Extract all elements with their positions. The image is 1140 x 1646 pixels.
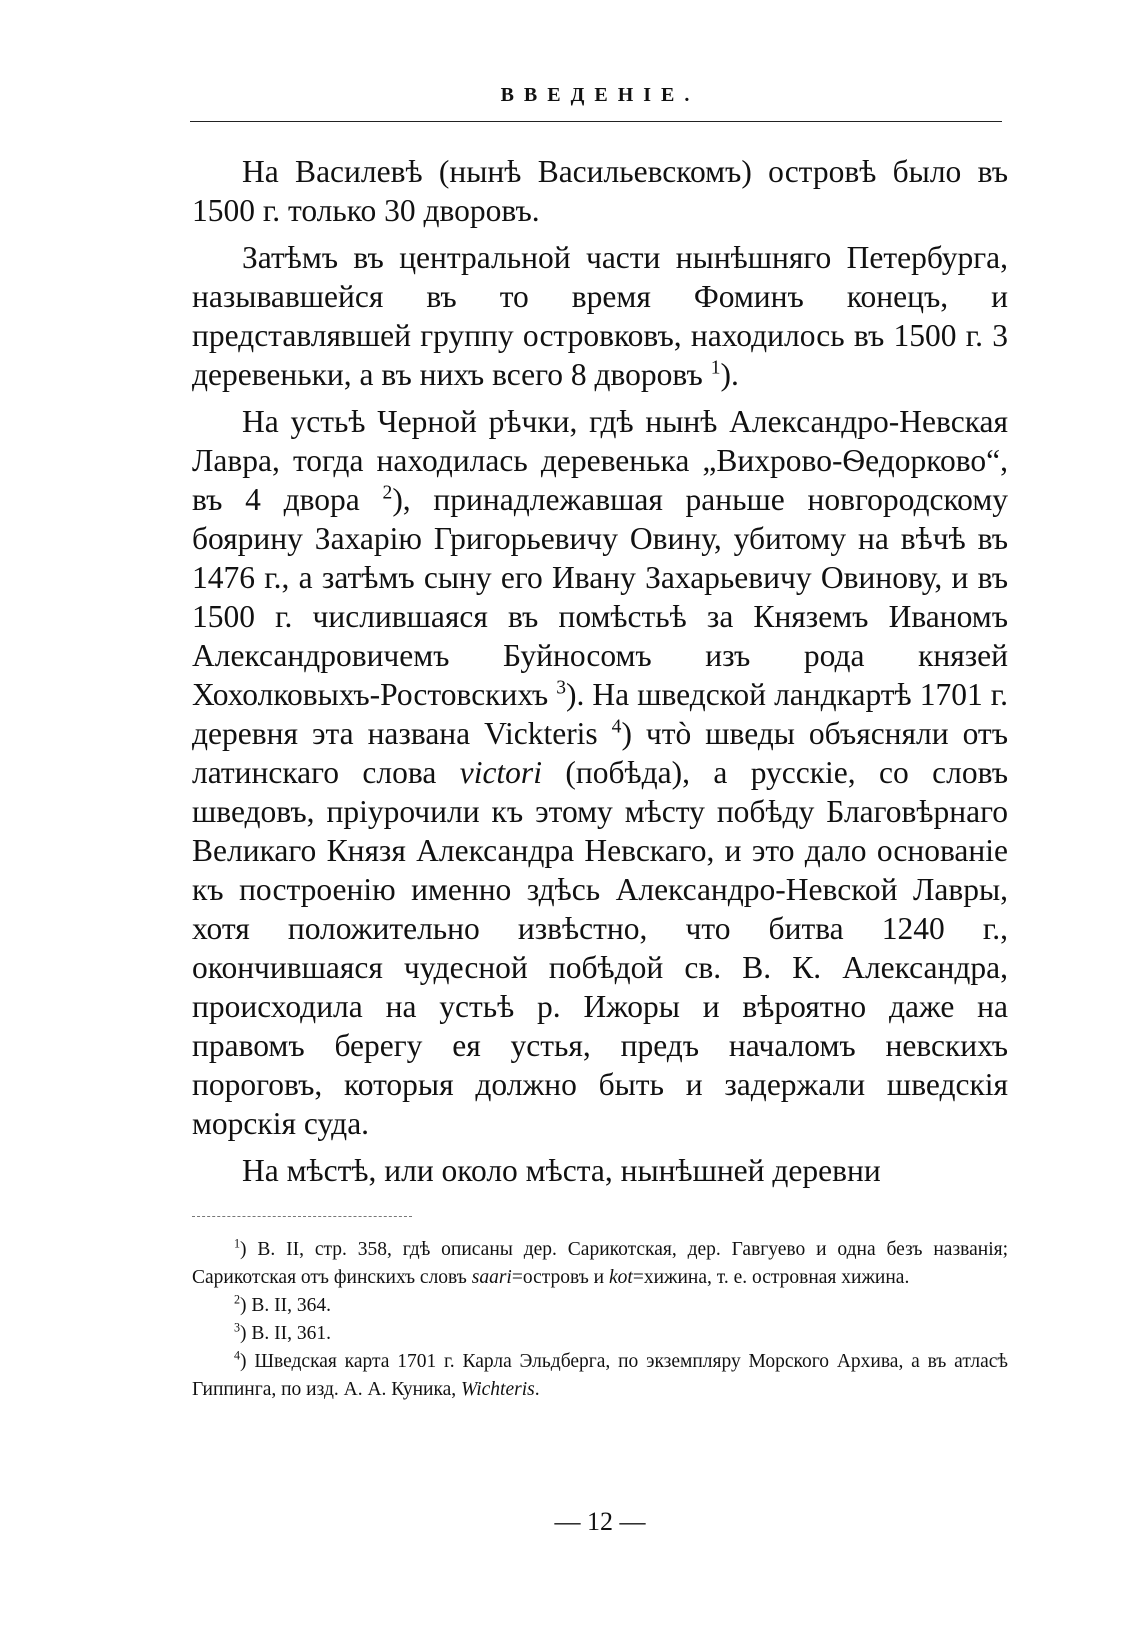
footnotes (192, 1236, 1008, 1404)
footnote-2-mark: 2 (234, 1292, 241, 1307)
footnote-2-text: ) В. II, 364. (240, 1295, 332, 1316)
footnote-4-part-b: . (534, 1379, 540, 1400)
paragraph-3-part4: ) чтò шведы объясняли отъ латинскаго слова (192, 716, 1008, 790)
paragraph-2 (192, 238, 1008, 394)
paragraph-3-part2: ), принадлежавшая раньше новгородскому боярину Захарію Григорьевичу Овину, убитому на вѣчѣ въ 1476 г., а затѣмъ сыну его Ивану Захарьевичу Овинову, и въ 1500 г. числившаяся въ помѣстьѣ за Княземъ Иваномъ Александровичемъ Буйносомъ изъ рода князей Хохолковыхъ-Ростовскихъ (192, 482, 1008, 712)
footnote-ref-4: 4 (611, 716, 622, 738)
paragraph-3 (192, 402, 1008, 1143)
paragraph-1-text: На Василевѣ (нынѣ Васильевскомъ) островѣ было въ 1500 г. только 30 дворовъ. (192, 154, 1008, 228)
footnote-1-part-b: =островъ и (511, 1267, 609, 1288)
running-title: ВВЕДЕНІЕ. (500, 84, 700, 106)
paragraph-3-part5: (побѣда), а русскіе, со словъ шведовъ, пріурочили къ этому мѣсту побѣду Благовѣрнаго Великаго Князя Александра Невскаго, и это дало основаніе къ построенію именно здѣсь Александро-Невской Лавры, хотя положительно извѣстно, что битва 1240 г., окончившаяся чудесной побѣдой св. В. К. Александра, происходила на устьѣ р. Ижоры и вѣроятно даже на правомъ берегу ея устья, предъ началомъ невскихъ пороговъ, которыя должно быть и задержали шведскія морскія суда. (192, 755, 1008, 1141)
footnote-2 (192, 1292, 1008, 1320)
footnote-1-part-c: =хижина, т. е. островная хижина. (632, 1267, 910, 1288)
footnote-1-mark: 1 (234, 1236, 241, 1251)
page-number: — 12 — (554, 1507, 646, 1536)
paragraph-2-tail: ). (720, 357, 739, 392)
footnote-4 (192, 1348, 1008, 1404)
footnote-4-mark: 4 (234, 1348, 241, 1363)
footnote-1-part-a: ) В. II, стр. 358, гдѣ описаны дер. Сарикотская, дер. Гавгуево и одна безъ названія; Сарикотская отъ финскихъ словъ (192, 1239, 1008, 1288)
footnote-3-text: ) В. II, 361. (240, 1323, 332, 1344)
paragraph-3-part3: ). На шведской ландкартѣ 1701 г. деревня эта названа Vickteris (192, 677, 1008, 751)
header-rule (190, 121, 1002, 122)
footnote-1-italic-2: kot (609, 1267, 633, 1288)
footnote-4-part-a: ) Шведская карта 1701 г. Карла Эльдберга, по экземпляру Морского Архива, а въ атласѣ Гиппинга, по изд. А. А. Куника, (192, 1351, 1008, 1400)
footnote-separator (192, 1216, 412, 1217)
footnote-3-mark: 3 (234, 1320, 241, 1335)
paragraph-3-part1: На устьѣ Черной рѣчки, гдѣ нынѣ Александро-Невская Лавра, тогда находилась деревенька „Вихрово-Ѳедорково“, въ 4 двора (192, 404, 1008, 517)
footnote-1 (192, 1236, 1008, 1292)
footnote-ref-3: 3 (556, 677, 566, 699)
paragraph-4-text: На мѣстѣ, или около мѣста, нынѣшней деревни (242, 1153, 881, 1188)
paragraph-3-italic-word: victori (459, 755, 542, 790)
paragraph-4 (192, 1151, 1008, 1190)
main-text (192, 152, 1008, 1198)
footnote-3 (192, 1320, 1008, 1348)
paragraph-2-text: Затѣмъ въ центральной части нынѣшняго Петербурга, называвшейся въ то время Фоминъ конецъ, и представлявшей группу островковъ, находилось въ 1500 г. 3 деревеньки, а въ нихъ всего 8 дворовъ (192, 240, 1008, 392)
footnote-4-italic: Wichteris (461, 1379, 535, 1400)
footnote-1-italic-1: saari (471, 1267, 512, 1288)
paragraph-1 (192, 152, 1008, 230)
footnote-ref-1: 1 (710, 357, 721, 379)
footnote-ref-2: 2 (382, 482, 393, 504)
